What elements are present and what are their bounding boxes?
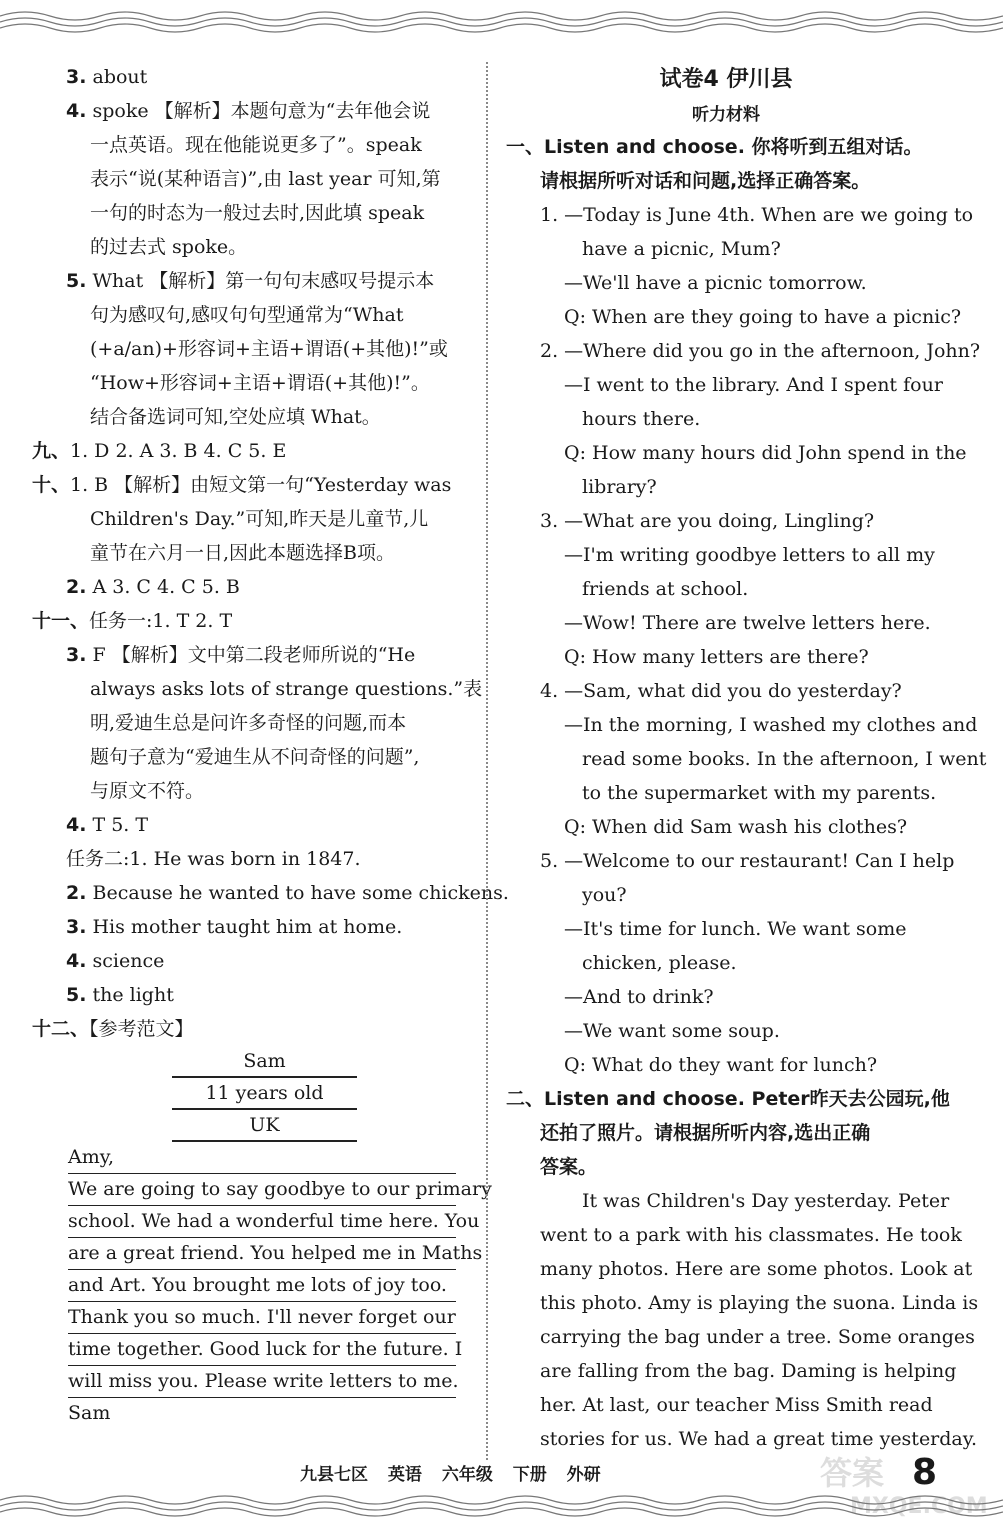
transcript-line: this photo. Amy is playing the suona. Linda is — [540, 1292, 979, 1314]
answer-text: His mother taught him at home. — [86, 916, 403, 938]
transcript-line: 4. —Sam, what did you do yesterday? — [540, 680, 902, 702]
item-number: 4. — [66, 100, 87, 122]
transcript-line: 5. —Welcome to our restaurant! Can I help — [540, 850, 955, 872]
answer-line — [32, 400, 472, 434]
answer-text: (+a/an)+形容词+主语+谓语(+其他)!”或 — [90, 338, 448, 360]
answer-line — [32, 128, 472, 162]
answer-text: 题句子意为“爱迪生从不问奇怪的问题”, — [90, 746, 420, 768]
item-number: 2. — [66, 882, 87, 904]
transcript-line: Q: How many hours did John spend in the — [564, 442, 967, 464]
info-card-cell: 11 years old — [172, 1078, 357, 1110]
letter-line: and Art. You brought me lots of joy too. — [68, 1270, 456, 1302]
transcript-line: —And to drink? — [564, 986, 714, 1008]
answer-line — [32, 264, 472, 298]
answer-line — [32, 740, 472, 774]
page-number: 8 — [912, 1452, 938, 1493]
answer-text: 明,爱迪生总是问许多奇怪的问题,而本 — [90, 712, 407, 734]
letter-greeting: Amy, — [68, 1142, 456, 1174]
item-number: 2. — [66, 576, 87, 598]
transcript-line: many photos. Here are some photos. Look at — [540, 1258, 973, 1280]
answer-line — [32, 434, 472, 468]
letter-signature: Sam — [68, 1402, 111, 1424]
answer-text: 【参考范文】 — [89, 1018, 194, 1040]
letter-line: time together. Good luck for the future. I — [68, 1334, 456, 1366]
answer-line — [32, 876, 509, 910]
answer-text: F 【解析】文中第二段老师所说的“He — [86, 644, 416, 666]
answer-text: always asks lots of strange questions.”表 — [90, 678, 483, 700]
answer-text: science — [86, 950, 165, 972]
answer-text: Because he wanted to have some chickens. — [86, 882, 509, 904]
right-column — [506, 60, 987, 1456]
item-number: 十、 — [32, 474, 71, 496]
answer-text: Children's Day.”可知,昨天是儿童节,儿 — [90, 508, 429, 530]
transcript-line: chicken, please. — [582, 952, 737, 974]
letter-line: will miss you. Please write letters to me. — [68, 1366, 456, 1398]
transcript-line: 1. —Today is June 4th. When are we going to — [540, 204, 974, 226]
answer-line — [32, 910, 472, 944]
footer-text: 九县七区 英语 六年级 下册 外研 — [300, 1465, 601, 1485]
answer-line — [32, 196, 472, 230]
transcript-line: friends at school. — [582, 578, 749, 600]
info-card — [172, 1046, 357, 1142]
transcript-line: stories for us. We had a great time yesterday. — [540, 1428, 978, 1450]
transcript-line: —Wow! There are twelve letters here. — [564, 612, 931, 634]
letter-line: Thank you so much. I'll never forget our — [68, 1302, 456, 1334]
transcript-line: 还拍了照片。请根据所听内容,选出正确 — [540, 1122, 871, 1144]
answer-line — [32, 638, 472, 672]
item-number: 4. — [66, 950, 87, 972]
column-divider — [486, 62, 488, 1460]
bottom-wave-border — [0, 1492, 1003, 1518]
item-number: 十二、 — [32, 1018, 90, 1040]
answer-text: T 5. T — [86, 814, 149, 836]
transcript-line: are falling from the bag. Daming is helping — [540, 1360, 957, 1382]
letter-line: school. We had a wonderful time here. You — [68, 1206, 456, 1238]
answer-text: 与原文不符。 — [90, 780, 205, 802]
answer-line — [32, 94, 472, 128]
answer-text: 1. B 【解析】由短文第一句“Yesterday was — [70, 474, 452, 496]
transcript-line: 请根据所听对话和问题,选择正确答案。 — [540, 170, 871, 192]
item-number: 十一、 — [32, 610, 90, 632]
transcript-line: Q: When did Sam wash his clothes? — [564, 816, 908, 838]
letter-line: are a great friend. You helped me in Maths — [68, 1238, 456, 1270]
answer-text: 一点英语。现在他能说更多了”。speak — [90, 134, 422, 156]
transcript-line: —It's time for lunch. We want some — [564, 918, 907, 940]
letter-line: We are going to say goodbye to our primary — [68, 1174, 456, 1206]
answer-text: 任务一:1. T 2. T — [89, 610, 233, 632]
answer-line — [32, 570, 472, 604]
transcript-line: 2. —Where did you go in the afternoon, John? — [540, 340, 981, 362]
transcript-line: Q: How many letters are there? — [564, 646, 869, 668]
sample-letter — [68, 1142, 492, 1429]
answer-text: 的过去式 spoke。 — [90, 236, 248, 258]
item-number: 九、 — [32, 440, 71, 462]
answer-line — [32, 808, 472, 842]
answer-line — [32, 706, 472, 740]
answer-line — [32, 604, 472, 638]
answer-text: 任务二:1. He was born in 1847. — [66, 848, 361, 870]
answer-text: the light — [86, 984, 174, 1006]
answer-line — [32, 468, 472, 502]
answer-line — [32, 230, 472, 264]
transcript-line: you? — [582, 884, 627, 906]
transcript-line: have a picnic, Mum? — [582, 238, 781, 260]
transcript-line: 3. —What are you doing, Lingling? — [540, 510, 875, 532]
watermark: 答案 — [820, 1454, 885, 1492]
transcript-line: Q: What do they want for lunch? — [564, 1054, 878, 1076]
transcript-line: to the supermarket with my parents. — [582, 782, 937, 804]
answer-text: 1. D 2. A 3. B 4. C 5. E — [70, 440, 287, 462]
answer-line — [32, 944, 472, 978]
answer-text: 童节在六月一日,因此本题选择B项。 — [90, 542, 396, 564]
item-number: 3. — [66, 916, 87, 938]
item-number: 3. — [66, 644, 87, 666]
answer-line — [32, 774, 472, 808]
answer-line — [32, 502, 472, 536]
item-number: 5. — [66, 984, 87, 1006]
transcript-line: —In the morning, I washed my clothes and — [564, 714, 978, 736]
answer-text: “How+形容词+主语+谓语(+其他)!”。 — [90, 372, 430, 394]
listening-subtitle: 听力材料 — [692, 105, 760, 125]
left-column — [32, 60, 509, 1429]
watermark-url: MXQE.COM — [850, 1494, 988, 1519]
transcript-line: —I went to the library. And I spent four — [564, 374, 943, 396]
transcript-line: 答案。 — [540, 1156, 598, 1178]
answer-line — [32, 366, 472, 400]
transcript-line: her. At last, our teacher Miss Smith read — [540, 1394, 933, 1416]
transcript-line: hours there. — [582, 408, 701, 430]
answer-line — [32, 536, 472, 570]
answer-line — [32, 978, 472, 1012]
transcript-line: carrying the bag under a tree. Some oranges — [540, 1326, 975, 1348]
transcript-line: Q: When are they going to have a picnic? — [564, 306, 962, 328]
answer-line — [32, 672, 483, 706]
transcript-line: —I'm writing goodbye letters to all my — [564, 544, 935, 566]
item-number: 3. — [66, 66, 87, 88]
answer-line — [32, 1012, 472, 1046]
answer-line — [32, 162, 472, 196]
answer-line — [32, 332, 472, 366]
transcript-line: —We want some soup. — [564, 1020, 780, 1042]
transcript-line: 二、Listen and choose. Peter昨天去公园玩,他 — [506, 1088, 950, 1110]
info-card-cell: Sam — [172, 1046, 357, 1078]
top-wave-border — [0, 8, 1003, 34]
answer-text: 结合备选词可知,空处应填 What。 — [90, 406, 381, 428]
answer-text: What 【解析】第一句句末感叹号提示本 — [86, 270, 435, 292]
transcript-line: 一、Listen and choose. 你将听到五组对话。 — [506, 136, 923, 158]
answer-text: A 3. C 4. C 5. B — [86, 576, 240, 598]
transcript-line: read some books. In the afternoon, I went — [582, 748, 987, 770]
answer-text: 句为感叹句,感叹句句型通常为“What — [90, 304, 404, 326]
answer-text: spoke 【解析】本题句意为“去年他会说 — [86, 100, 431, 122]
answer-line — [32, 60, 472, 94]
answer-line — [32, 842, 472, 876]
transcript-line: It was Children's Day yesterday. Peter — [582, 1190, 950, 1212]
transcript-line: went to a park with his classmates. He took — [540, 1224, 962, 1246]
paper-title: 试卷4 伊川县 — [659, 67, 793, 92]
info-card-cell: UK — [172, 1110, 357, 1142]
transcript-line: —We'll have a picnic tomorrow. — [564, 272, 867, 294]
item-number: 5. — [66, 270, 87, 292]
answer-text: 表示“说(某种语言)”,由 last year 可知,第 — [90, 168, 441, 190]
answer-line — [32, 298, 472, 332]
answer-text: 一句的时态为一般过去时,因此填 speak — [90, 202, 425, 224]
item-number: 4. — [66, 814, 87, 836]
answer-text: about — [86, 66, 148, 88]
transcript-line: library? — [582, 476, 657, 498]
